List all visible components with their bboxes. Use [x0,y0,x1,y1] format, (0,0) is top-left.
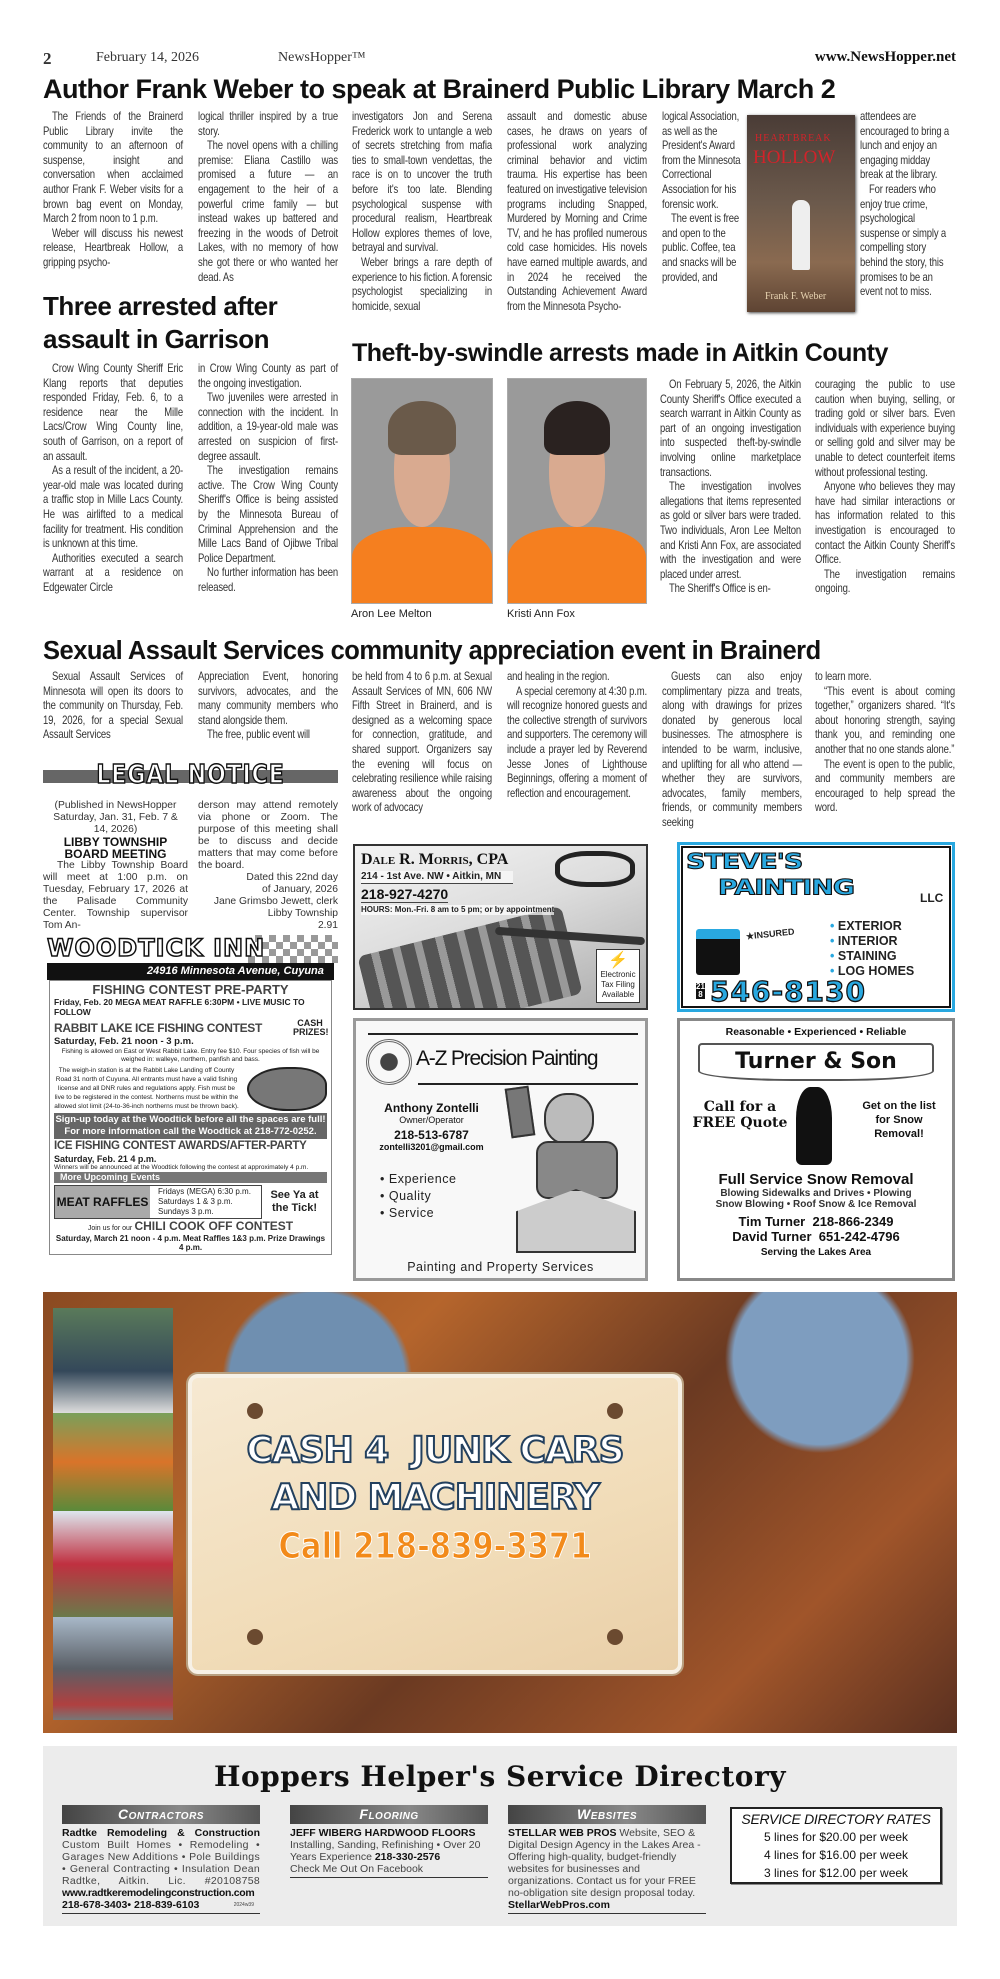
shoveler-silhouette [796,1087,832,1165]
snow-list: Get on the list for Snow Removal! [862,1100,936,1140]
glasses-image [555,851,635,887]
bolt-icon [607,1403,623,1419]
paragraph: The event is free and open to the public. Coffee, tea and snacks will be provided, and [662,212,740,284]
sas-col-4 [507,670,647,801]
directory-flooring [290,1805,488,1878]
paragraph: As a result of the incident, a 20-year-old male was located during a traffic stop in Mille Lacs County. He was airlifted to a medical facility for treatment. His condition is unknown at this time. [43,464,183,551]
chili-details: Saturday, March 21 noon - 4 p.m. Meat Raffles 1&3 p.m. Prize Drawings 4 p.m. [55,1233,326,1252]
legal-notice-col-1 [43,800,188,932]
steves-title: PAINTING [718,875,855,900]
ad-az-precision-painting[interactable] [353,1018,648,1281]
headline-sas: Sexual Assault Services community appreciation event in Brainerd [43,637,821,665]
directory-websites [508,1805,706,1914]
paragraph: to learn more. [815,670,872,683]
listing-phone: 218-678-3403• 218-839-6103 [62,1899,200,1911]
listing-web[interactable]: www.radtkeremodelingconstruction.com [62,1887,255,1899]
paragraph: and healing in the region. [507,670,610,683]
shirt [352,527,492,603]
photo-caption: Aron Lee Melton [351,608,432,620]
issue-date: February 14, 2026 [96,50,200,65]
bolt-icon [247,1629,263,1645]
listing [290,1827,488,1878]
paragraph: be held from 4 to 6 p.m. at Sexual Assault Services of MN, 606 NW Fifth Street in Brainerd, and is designed as a welcoming space for connection, gratitude, and shared support. Organizers say the evening will focus on celebrating resilience while raising awareness about the ongoing work of advocacy [352,670,492,815]
paragraph: Guests can also enjoy complimentary pizza and treats, along with drawings for prizes donated by generous local businesses. The atmosphere is intended to be warm, inclusive, and uplifting for all who attend — whether they are survivors, advocates, family members, friends, or community members seeking [662,670,802,829]
directory-contractors [62,1805,260,1914]
turner-details: Snow Blowing • Roof Snow & Ice Removal [715,1199,917,1210]
woodtick-address-bar [47,963,334,980]
area-code: 218 [696,982,705,999]
turner-details: Blowing Sidewalks and Drives • Plowing [720,1188,912,1199]
shirt [508,527,646,603]
paragraph: The Friends of the Brainerd Public Library invite the community to an afternoon of suspense, insight and conversation when acclaimed author Frank F. Weber visits for a brown bag event on Monday, March 2 from noon to 1 p.m. [43,110,183,226]
weber-col-2 [198,110,338,285]
raffle-time: Sundays 3 p.m. [158,1206,214,1216]
hair [544,401,610,455]
sas-col-5 [662,670,802,831]
garrison-col-2 [198,362,338,596]
truck-photo [53,1308,173,1413]
awards-info: Winners will be announced at the Woodtick following the contest at approximately 4 p.m. [54,1163,309,1171]
paragraph: “This event is about coming together,” organizers shared. “It's about honoring strength, saying thank you, and reminding one another that no one stands alone.” [815,684,955,756]
publication-name: NewsHopper™ [278,50,366,65]
sas-col-3 [352,670,492,816]
weber-col-6 [860,110,955,300]
paragraph: The event is open to the public, and community members are encouraged to help spread the word. [815,757,955,815]
listing-phone: 218-330-2576 [374,1851,441,1863]
directory-title: Hoppers Helper's Service Directory [214,1760,786,1793]
service-item: • LOG HOMES [830,964,915,978]
weber-col-3 [352,110,492,314]
garrison-col-1 [43,362,183,596]
llc-label: LLC [920,891,944,905]
see-ya-text: See Ya at the Tick! [270,1188,319,1214]
raffle-time: Saturdays 1 & 3 p.m. [158,1196,233,1206]
notice-body: The Libby Township Board will meet at 1:00 p.m. on Tuesday, February 17, 2026 at the Palisade Community Center. Township supervisor Tom An- [43,860,188,931]
preparty-title: FISHING CONTEST PRE-PARTY [92,982,289,997]
paragraph: A special ceremony at 4:30 p.m. will recognize honored guests and the collective strength of survivors and supporters. The ceremony will include a prayer led by Reverend Jesse Jones of Lighthouse Beginnings, offering a moment of reflection and encouragement. [507,684,647,800]
turner-tagline: Reasonable • Experienced • Reliable [725,1026,907,1038]
az-title: A-Z Precision Painting [416,1047,598,1070]
directory-rates-box [730,1807,942,1884]
preparty-details: Friday, Feb. 20 MEGA MEAT RAFFLE 6:30PM • LIVE MUSIC TO FOLLOW [54,996,305,1017]
listing-lead: STELLAR WEB PROS [508,1827,617,1839]
book-author: Frank F. Weber [765,291,827,302]
paragraph: The Sheriff's Office is en- [669,582,771,596]
cpa-phone: 218-927-4270 [361,886,449,902]
dated: Dated this 22nd day [246,872,338,883]
chili-title: CHILI COOK OFF CONTEST [134,1218,294,1233]
book-title: HEARTBREAK [755,133,832,144]
service-directory [43,1746,957,1926]
paragraph: assault and domestic abuse cases, he draws on years of professional work analyzing criminal behavior and victim trauma. His expertise has been featured on investigative television programs including Snapped, Murdered by Morning and Crime TV, and he has profiled numerous cold case homicides. His novels have earned multiple awards, and in 2024 he received the Outstanding Achievement Award from the Minnesota Psycho- [507,110,647,313]
service-item: • EXTERIOR [830,919,902,933]
ad-turner-and-son[interactable] [677,1018,955,1281]
notice-body: derson may attend remotely via phone or Zoom. The purpose of this meeting shall be to discuss and decide matters that may come before the board. [198,800,338,871]
photo-caption: Kristi Ann Fox [507,608,575,620]
bullet-item: • Service [380,1206,435,1220]
paragraph: The novel opens with a chilling premise: Eliana Castillo was promised a future — an engagement to the heir of a powerful crime family — but instead wakes up battered and freezing in the woods of Detroit Lakes, with no memory of how she got there or who wanted her dead. As [198,139,338,284]
section-heading: Flooring [290,1805,488,1824]
listing-code: 2024w39 [233,1902,254,1908]
turner-sign [698,1043,934,1081]
headline-garrison-1: Three arrested after [43,291,278,321]
rate-line: 5 lines for $20.00 per week [763,1830,909,1844]
sas-col-1 [43,670,183,743]
pickup-photo [53,1617,173,1720]
paragraph: Appreciation Event, honoring survivors, advocates, and the many community members who stand alongside them. [198,670,338,727]
badge-text: Electronic Tax Filing Available [600,970,636,999]
headline-garrison-2: assault in Garrison [43,324,270,354]
az-email: zontelli3201@gmail.com [379,1142,484,1152]
weighin-info: The weigh-in station is at the Rabbit Lake Landing off County Road 31 north of Cuyuna. All entrants must have a valid fishing license and all DNR rules and regulations apply. Fish must be live to be registered in the contest. Northerns must be within the allowed slot limit (24-to-36-inch northerns must be thrown back). [54,1067,239,1111]
bolt-icon [247,1403,263,1419]
ad-woodtick-inn[interactable] [43,935,338,1280]
listing-text: Custom Built Homes • Remodeling • Garages New Additions • Pole Buildings • General Contracting • Insulation Dean Radtke, Aitkin. Lic. #20108758 [62,1839,260,1887]
info-text: For more information call the Woodtick at 218-772-0252. [64,1126,317,1138]
legal-notice-banner: LEGAL NOTICE [96,760,285,790]
paragraph: Anyone who believes they may have had similar interactions or has information related to this investigation is encouraged to contact the Aitkin County Sheriff's Office. [815,480,955,567]
paragraph: Crow Wing County Sheriff Eric Klang reports that deputies responded Friday, Feb. 6, to a residence near the Mille Lacs/Crow Wing County line, south of Garrison, on a report of an assault. [43,362,183,463]
more-events-bar: More Upcoming Events [54,1172,327,1182]
cpa-name: Dale R. Morris, CPA [361,851,509,868]
rates-title: SERVICE DIRECTORY RATES [741,1811,931,1827]
rate-line: 3 lines for $12.00 per week [763,1866,909,1880]
lightning-icon: ⚡ [608,952,628,969]
legal-notice-col-2 [198,800,338,932]
bullet-item: • Quality [380,1189,432,1203]
notice-title: BOARD MEETING [64,847,167,861]
awards-title: ICE FISHING CONTEST AWARDS/AFTER-PARTY [54,1140,307,1153]
contest-date: Saturday, Feb. 21 noon - 3 p.m. [54,1036,194,1048]
paragraph: The investigation remains active. The Crow Wing County Sheriff's Office is being assisted by the Minnesota Bureau of Criminal Apprehension and the Mille Lacs Band of Ojibwe Tribal Police Department. [198,464,338,565]
section-heading: Contractors [62,1805,260,1824]
weber-col-1 [43,110,183,271]
mugshot-melton [351,378,493,604]
vehicle-photos [53,1308,173,1720]
listing-lead: Radtke Remodeling & Construction [62,1827,260,1839]
listing [62,1827,260,1914]
listing-text: Installing, Sanding, Refinishing • Over 20 Years Experience [290,1839,481,1863]
paragraph: couraging the public to use caution when buying, selling, or trading gold or silver bars. Even individuals with experience buying or selling gold and silver may be unable to detect counterfeit items without professional testing. [815,378,955,479]
turner-name: Turner & Son [735,1049,897,1074]
hair [388,401,455,455]
paragraph: No further information has been released. [198,566,338,594]
notice-signature [198,872,338,932]
paragraph: logical thriller inspired by a true story. [198,110,338,138]
paragraph: Two juveniles were arrested in connection with the incident. In addition, a 19-year-old male was arrested on suspicion of first-degree assault. [198,391,338,463]
paragraph: in Crow Wing County as part of the ongoing investigation. [198,362,338,390]
listing-extra: Check Me Out On Facebook [290,1863,424,1875]
target-icon [366,1039,412,1085]
fish-icon [247,1067,327,1111]
listing [508,1827,706,1914]
headline-weber: Author Frank Weber to speak at Brainerd Public Library March 2 [43,74,836,104]
sas-col-2 [198,670,338,743]
mugshot-fox [507,378,647,604]
weber-col-4 [507,110,647,314]
ad-steves-painting[interactable] [677,842,955,1012]
listing-web[interactable]: StellarWebPros.com [508,1899,610,1911]
ad-cash-for-junk-cars[interactable] [43,1292,957,1733]
owner-role: Owner/Operator [399,1115,464,1125]
paragraph: Sexual Assault Services of Minnesota will open its doors to the community on Thursday, Feb. 19, 2026, for a special Sexual Assault Services [43,670,183,742]
published-line: (Published in NewsHopper Saturday, Jan. 31, Feb. 7 & 14, 2026) [53,800,178,835]
combine-photo [53,1511,173,1617]
paragraph: The free, public event will [207,728,310,742]
junk-headline: CASH 4 JUNK CARS [246,1430,624,1471]
ad-dale-morris-cpa[interactable] [353,844,648,1010]
listing-text: Website, SEO & Digital Design Agency in the Lakes Area - Offering high-quality, budget-friendly websites for businesses and organizations. Contact us for your FREE no-obligation site design proposal today. [508,1827,701,1899]
painter-illustration [506,1087,636,1255]
book-cover-image [747,115,855,312]
paragraph: investigators Jon and Serena Frederick work to untangle a web of secrets stretching from mafia ties to small-town vendettas, the race is on to uncover the truth before it's too late. Blending psychological suspense with procedural realism, Heartbreak Hollow explores themes of love, betrayal and survival. [352,110,492,255]
turner-contact: David Turner 651-242-4796 [732,1229,900,1244]
turner-service: Full Service Snow Removal [718,1171,914,1188]
bolt-icon [607,1629,623,1645]
chili-pre: Join us for our [87,1224,133,1232]
signer: Jane Grimsbo Jewett, clerk [213,896,338,907]
headline-aitkin: Theft-by-swindle arrests made in Aitkin County [352,339,888,367]
paragraph: attendees are encouraged to bring a lunch and enjoy an engaging midday break at the library. [860,110,950,182]
calculator-image [357,906,583,1010]
paragraph: Authorities executed a search warrant at a residence on Edgewater Circle [43,551,183,594]
bullet-item: • Experience [380,1172,457,1186]
steves-phone: 546-8130 [710,975,866,1008]
service-item: • STAINING [830,949,897,963]
divider-line [368,1033,638,1035]
paragraph: The investigation remains ongoing. [815,567,955,596]
free-quote: Call for a FREE Quote [692,1099,788,1131]
contest-title: RABBIT LAKE ICE FISHING CONTEST [54,1020,263,1035]
aitkin-col-2 [815,378,955,597]
paragraph: On February 5, 2026, the Aitkin County Sheriff's Office executed a search warrant in Aitkin County as part of an ongoing investigation into suspected theft-by-swindle involving online marketplace transactions. [660,378,801,479]
owner-name: Anthony Zontelli [384,1101,479,1115]
cover-figure [792,200,810,270]
meat-raffles-label: MEAT RAFFLES [55,1186,150,1218]
az-footer: Painting and Property Services [407,1260,594,1274]
section-heading: Websites [508,1805,706,1824]
junk-headline: AND MACHINERY [271,1477,599,1518]
e-file-badge [596,949,640,1003]
awards-date: Saturday, Feb. 21 4 p.m. [54,1153,157,1164]
insured-label: ★INSURED [745,926,795,942]
turner-contact: Tim Turner 218-866-2349 [738,1214,894,1229]
turner-footer: Serving the Lakes Area [760,1247,872,1258]
woodtick-title: WOODTICK INN [47,934,266,962]
cpa-address: 214 - 1st Ave. NW • Aitkin, MN [361,871,513,884]
paragraph: logical Association, as well as the President's Award from the Minnesota Correctional Association for his forensic work. [662,110,741,211]
notice-title: LIBBY TOWNSHIP [63,835,168,849]
weber-col-5 [662,110,742,285]
cash-prizes: CASH PRIZES! [293,1018,329,1038]
paragraph: For readers who enjoy true crime, psychological suspense or simply a compelling story behind the story, this promises to be an event not to miss. [860,182,947,299]
book-title: HOLLOW [753,147,836,168]
az-phone: 218-513-6787 [394,1128,469,1142]
paragraph: The investigation involves allegations that items represented as gold or silver bars were traded. Two individuals, Aron Lee Melton and Kristi Ann Fox, are associated with the investigation and were placed under arrest. [660,480,801,581]
notice-code: 2.91 [317,920,338,931]
woodtick-address: 24916 Minnesota Avenue, Cuyuna [147,965,324,977]
steves-title: STEVE'S [686,849,803,874]
paint-can-icon [696,929,740,975]
paragraph: Weber brings a rare depth of experience to his fiction. A forensic psychologist specializing in homicide, sexual [352,255,492,313]
tractor-photo [53,1413,173,1511]
sas-col-6 [815,670,955,816]
junk-phone: Call 218-839-3371 [278,1526,592,1567]
org: Libby Township [267,908,338,919]
rate-line: 4 lines for $16.00 per week [763,1848,909,1862]
contest-info: Fishing is allowed on East or West Rabbit Lake. Entry fee $10. Four species of fish will be weighed in: walleye, northern, panfish and bass. [61,1048,320,1064]
service-item: • INTERIOR [830,934,898,948]
signup-text: Sign-up today at the Woodtick before all the spaces are full! [55,1114,326,1126]
services-list [830,919,914,979]
license-plate [188,1374,682,1674]
cpa-hours: HOURS: Mon.-Fri. 8 am to 5 pm; or by appointment [361,905,555,914]
listing-lead: JEFF WIBERG HARDWOOD FLOORS [290,1827,476,1839]
aitkin-col-1 [660,378,801,597]
raffle-time: Fridays (MEGA) 6:30 p.m. [158,1186,251,1196]
page-number: 2 [43,49,52,68]
dated: of January, 2026 [262,884,338,895]
website-link[interactable]: www.NewsHopper.net [814,49,956,65]
signup-banner [54,1113,327,1139]
paragraph: Weber will discuss his newest release, Heartbreak Hollow, a gripping psycho- [43,226,183,269]
